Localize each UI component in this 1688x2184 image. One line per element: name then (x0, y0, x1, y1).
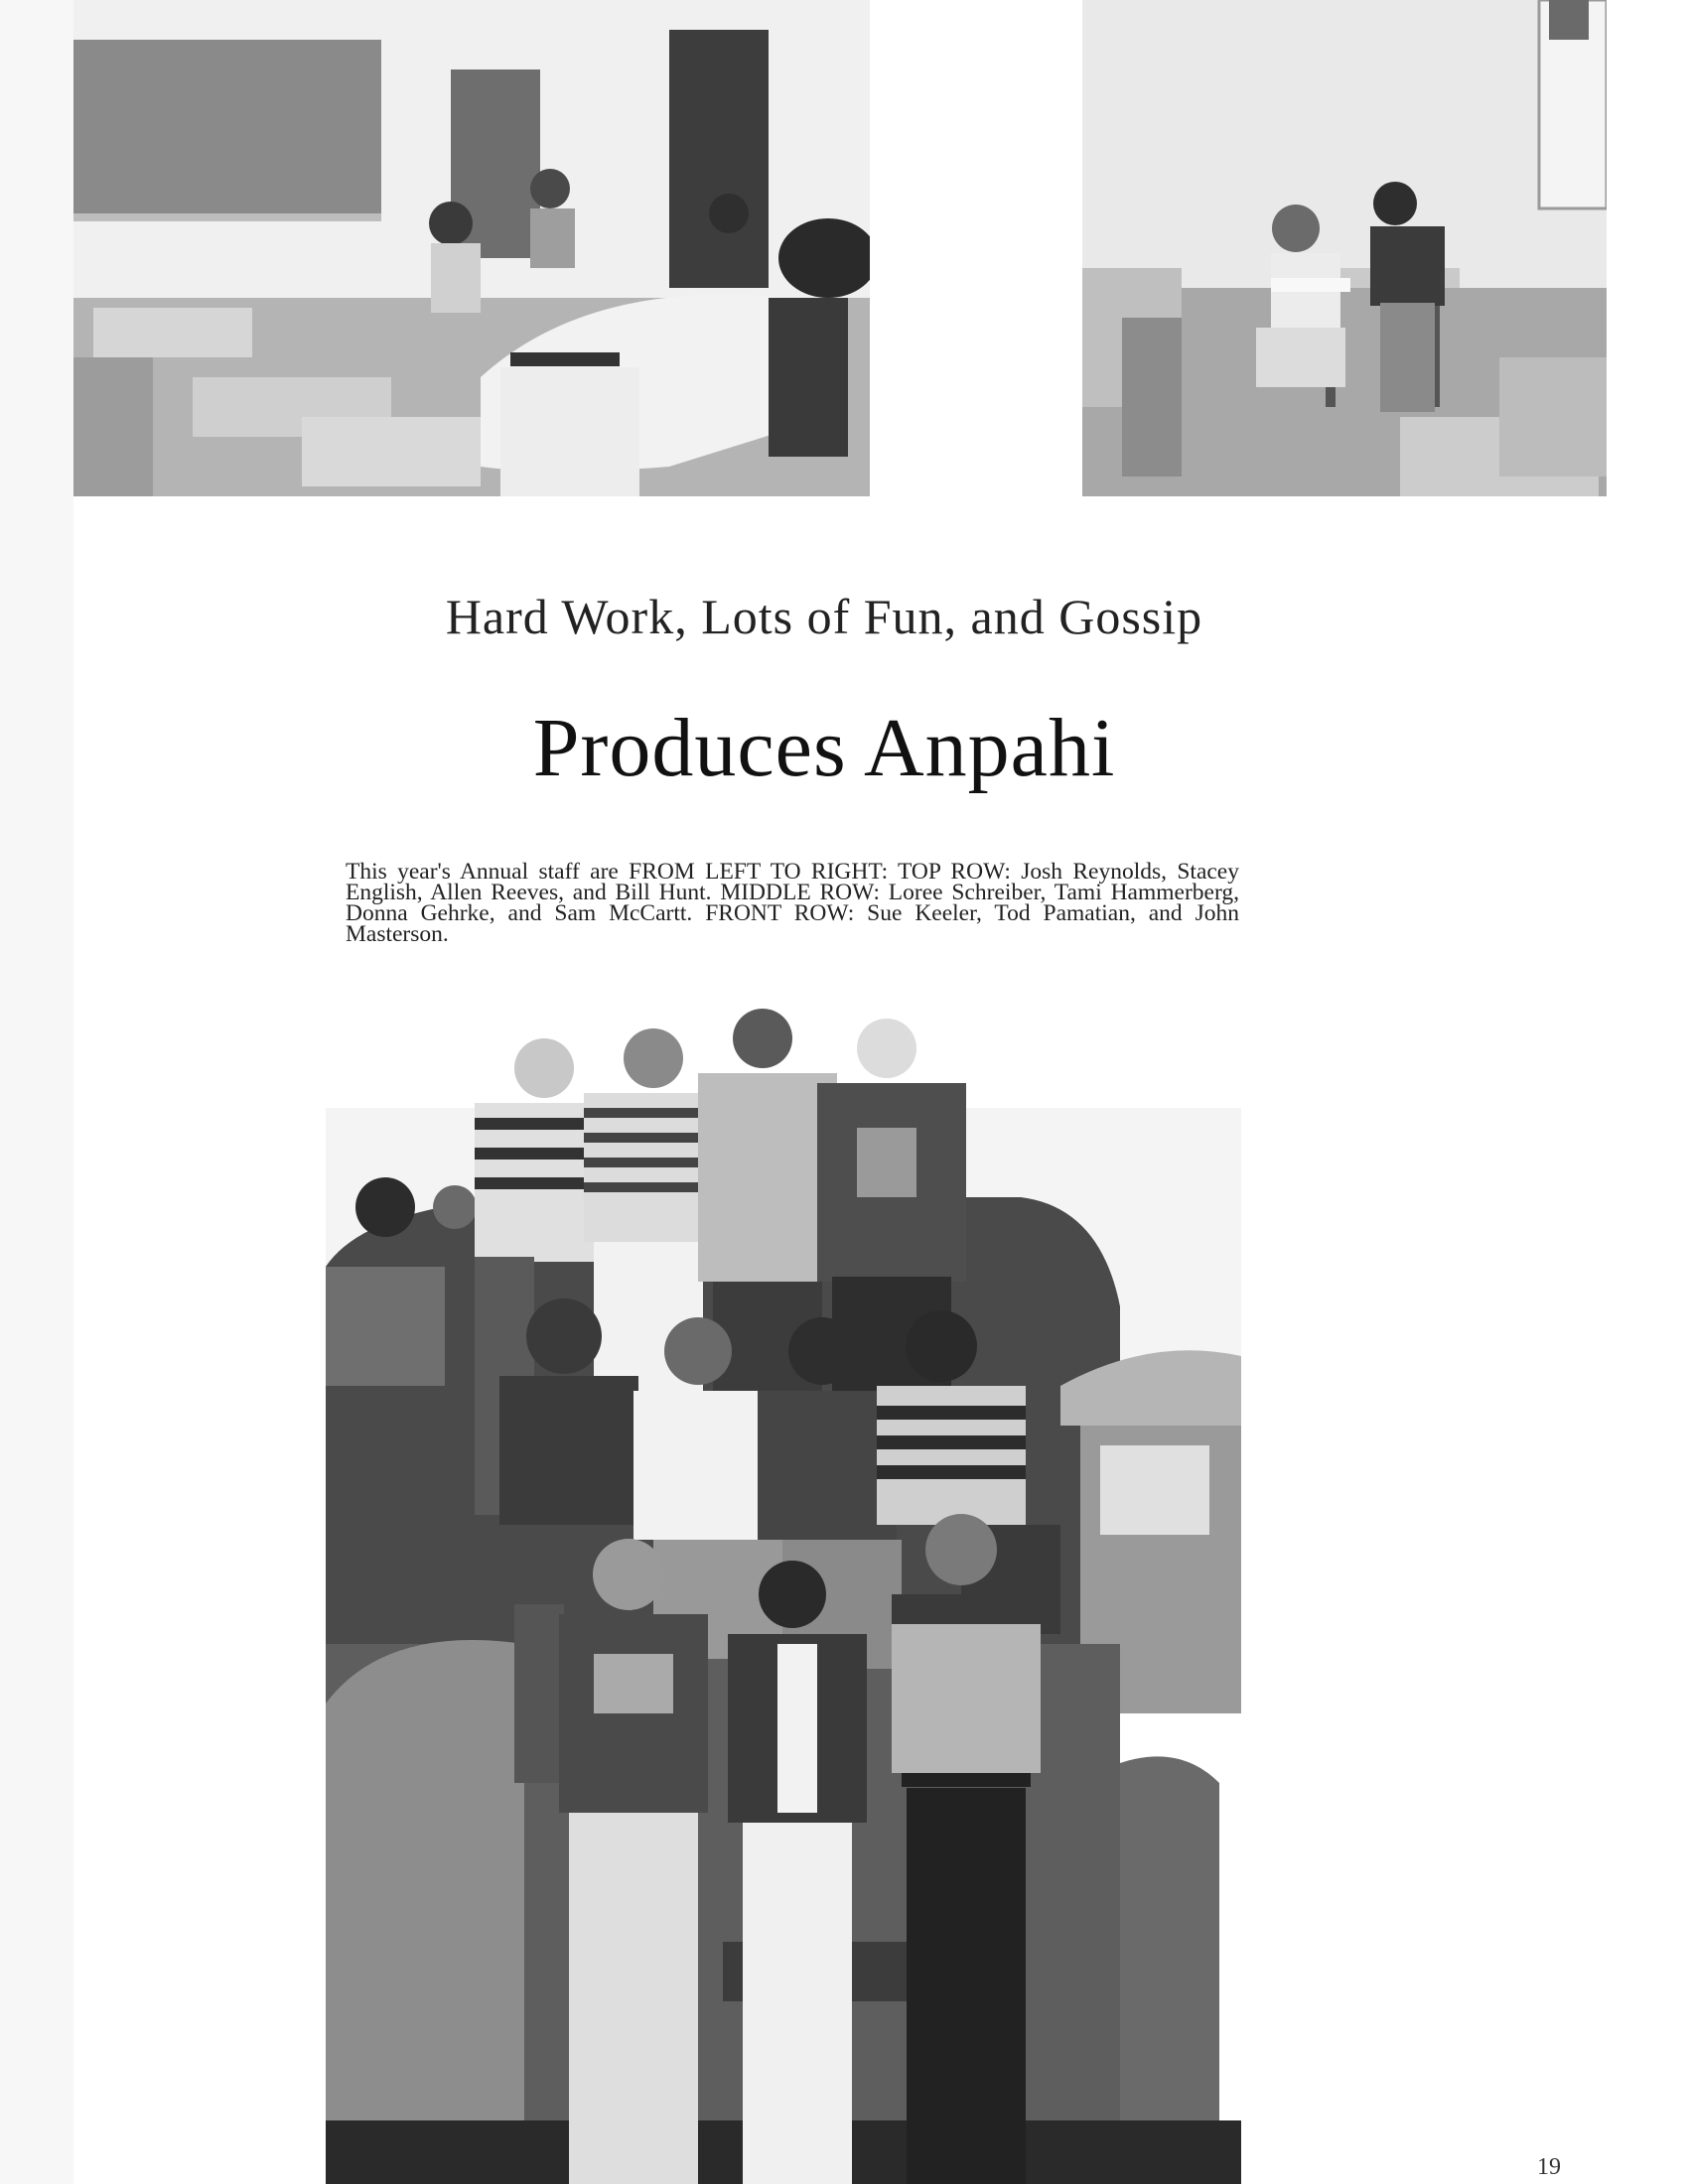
front-row-people (559, 1514, 1041, 2184)
page-subtitle: Hard Work, Lots of Fun, and Gossip (445, 589, 1203, 644)
annual-staff-group-photo (326, 1009, 1241, 2184)
page-title: Produces Anpahi (532, 702, 1116, 794)
page-margin-strip (0, 0, 73, 2184)
page-number: 19 (1537, 2154, 1561, 2180)
classroom-photo-right (1082, 0, 1607, 496)
classroom-photo-left (73, 0, 870, 496)
classroom-photo-left-image (73, 0, 870, 496)
classroom-photo-right-image (1082, 0, 1607, 496)
annual-staff-group-photo-image (326, 1009, 1241, 2184)
photo-caption: This year's Annual staff are FROM LEFT TO RIGHT: TOP ROW: Josh Reynolds, Stacey English, Allen Reeves, and Bill Hunt. MIDDLE ROW: Loree Schreiber, Tami Hammerberg, Donna Gehrke, and Sam McCartt. FRONT ROW: Sue Keeler, Tod Pamatian, and John Masterson. (346, 859, 1239, 947)
